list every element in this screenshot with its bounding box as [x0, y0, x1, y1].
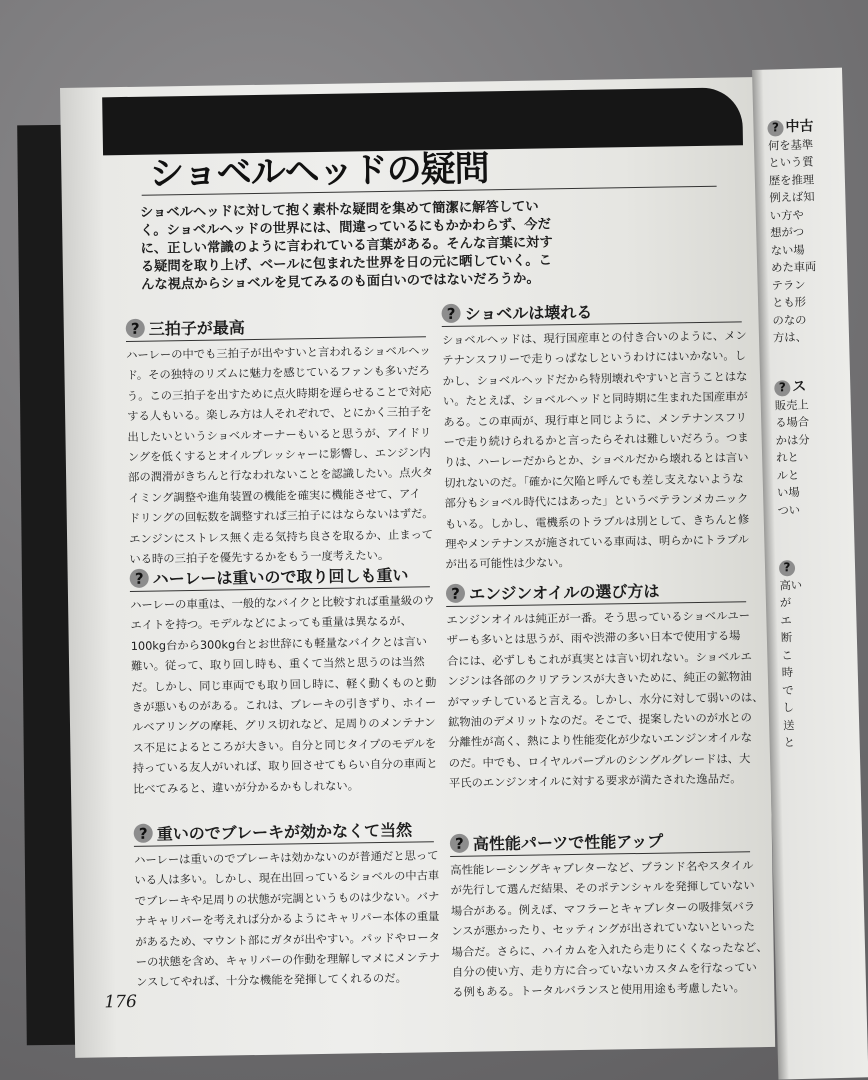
body-line: ルベアリングの摩耗、グリス切れなど、足周りのメンテナン — [131, 716, 436, 735]
section-sanbyoshi — [126, 312, 434, 570]
section-title: 高性能パーツで性能アップ — [472, 831, 664, 854]
page-number: 176 — [104, 991, 137, 1013]
question-mark-icon: ? — [450, 834, 469, 853]
section-title: ショベルは壊れる — [464, 302, 593, 324]
body-line: 平氏のエンジンオイルに対する要求が満たされた逸品だ。 — [448, 772, 742, 791]
section-heading — [134, 817, 434, 847]
facing-section-heading — [774, 379, 808, 397]
body-line: エイトを持つ。モデルなどによっても重量は異なるが、 — [130, 614, 412, 633]
body-line: 比べてみると、違いが分かるかもしれない。 — [132, 779, 360, 796]
section-title: ハーレーは重いので取り回しも重い — [152, 565, 409, 589]
body-line: いる時の三拍子を優先するかをもう一度考えたい。 — [129, 548, 390, 567]
body-line: ンジンは各部のクリアランスが大きいために、純正の鉱物油 — [447, 670, 752, 689]
intro-line: ショベルヘッドに対して抱く素朴な疑問を集めて簡潔に解答してい — [139, 199, 539, 221]
facing-body-line: 販売上 — [774, 398, 809, 413]
section-heading — [446, 577, 746, 607]
body-line: ハーレーの中でも三拍子が出やすいと言われるショベルヘッ — [126, 344, 431, 362]
body-line: のだ。中でも、ロイヤルパープルのシングルグレードは、大 — [448, 752, 751, 770]
body-line: ザーも多いとは思うが、雨や渋滞の多い日本で使用する場 — [446, 629, 741, 648]
page-title: ショベルヘッドの疑問 — [149, 149, 489, 195]
question-mark-icon: ? — [446, 584, 465, 603]
section-title: エンジンオイルの選び方は — [468, 581, 660, 604]
facing-body-line: という質 — [768, 155, 814, 170]
facing-body-line: い場 — [776, 485, 800, 500]
body-line: 合には、必ずしもこれが真実とは言い切れない。ショベルエ — [446, 650, 752, 668]
body-line: 理やメンテナンスが施されている車両は、明らかにトラブル — [445, 533, 749, 552]
body-line: もいる。しかし、電機系のトラブルは別として、きちんと修 — [444, 512, 750, 531]
facing-body-line: 方は、 — [772, 330, 808, 345]
intro-line: に、正しい常識のように言われている言葉がある。そんな言葉に対す — [140, 235, 553, 257]
section-body — [441, 326, 750, 576]
facing-body-line: 何を基準 — [767, 137, 814, 153]
facing-body-line: のなの — [772, 313, 807, 328]
body-line: ハーレーは重いのでブレーキは効かないのが普通だと思って — [134, 849, 439, 867]
body-line: がマッチしていると言える。しかし、水分に対して弱いのは、 — [447, 690, 764, 709]
question-mark-icon: ? — [774, 380, 790, 396]
body-line: かし、ショベルヘッドだから特別壊れやすいと言うことはな — [442, 370, 748, 388]
facing-body-line: で — [782, 683, 794, 697]
section-heading — [450, 827, 750, 857]
body-line: だ。しかし、同じ車両でも取り回し時に、軽く動くものと動 — [131, 675, 437, 694]
body-line: きが悪いものがある。これは、ブレーキの引きずり、ホイー — [131, 696, 437, 714]
body-line: 部の潤滑がきちんと行なわれないことを認識したい。点火タ — [128, 466, 434, 485]
body-line: 難い。従って、取り回し時も、重くて当然と思うのは当然 — [130, 655, 425, 674]
question-mark-icon: ? — [134, 824, 153, 843]
facing-body-line: れと — [775, 450, 799, 465]
body-line: ハーレーの車重は、一般的なバイクと比較すれば重量級のウ — [130, 594, 435, 612]
body-line: りは、ハーレーだからとか、ショベルだから壊れるとは言い — [443, 451, 749, 470]
facing-body-line: とも形 — [771, 295, 807, 310]
facing-body-line: つい — [777, 503, 801, 517]
question-mark-icon: ? — [126, 319, 145, 338]
section-body — [446, 606, 764, 794]
body-line: う。この三拍子を出すために点火時期を遅らせることで対応 — [126, 385, 432, 403]
body-line: い。たとえば、ショベルヘッドと同時期に生まれた国産車が — [442, 390, 748, 409]
intro-line: んな視点からショベルを見てみるのも面白いのではないだろうか。 — [140, 271, 540, 293]
intro-line: く。ショベルヘッドの世界には、間違っているにもかかわらず、今だ — [140, 217, 551, 239]
facing-body-line: 送 — [782, 718, 795, 732]
body-line: ナキャリパーを考えれば分かるようにキャリパー本体の重量 — [135, 910, 440, 929]
facing-body-line: と — [783, 736, 796, 750]
facing-body-line: る場合 — [775, 415, 810, 430]
section-shovel-breaks — [441, 297, 750, 576]
intro-paragraph — [140, 195, 731, 294]
book-page-left — [60, 77, 775, 1058]
facing-body-line: こ — [781, 648, 793, 662]
facing-body-line: い方や — [769, 208, 804, 223]
body-line: 100kg台から300kg台とお世辞にも軽量なバイクとは言い — [130, 635, 428, 653]
body-line: が先行して選んだ結果、そのポテンシャルを発揮していない — [450, 879, 755, 898]
body-line: ショベルヘッドは、現行国産車との付き合いのように、メン — [441, 329, 747, 348]
body-line: イミング調整や進角装置の機能を確実に機能させて、アイ — [128, 487, 421, 505]
body-line: 分離性が高く、熱により性能変化が少ないエンジンオイルな — [448, 731, 753, 750]
facing-body-line: が — [779, 596, 792, 610]
body-line: ングを低くするとオイルプレッシャーに影響し、エンジン内 — [127, 446, 431, 465]
section-body — [126, 341, 434, 570]
facing-body-line: ない場 — [770, 243, 805, 258]
body-line: が出る可能性は少ない。 — [445, 556, 570, 572]
body-line: 持っている友人がいれば、取り回させてもらい自分の車両と — [132, 757, 438, 776]
section-body — [130, 591, 438, 800]
question-mark-icon: ? — [767, 120, 783, 136]
question-mark-icon: ? — [130, 569, 149, 588]
facing-body-line: ルと — [776, 468, 800, 482]
facing-body-line: し — [782, 701, 795, 715]
body-line: ある。この車両が、現行車と同じように、メンテナンスフリ — [443, 410, 748, 429]
facing-body-line: テラン — [771, 278, 806, 293]
question-mark-icon: ? — [441, 304, 460, 323]
facing-body-line: かは分 — [775, 433, 810, 448]
body-line: 部分もショベル時代にはあった」というベテランメカニック — [444, 492, 749, 511]
intro-line: る疑問を取り上げ、ベールに包まれた世界を日の元に晒していく。こ — [140, 253, 553, 275]
body-line: ドリングの回転数を調整すれば三拍子にはならないはずだ。 — [128, 507, 434, 526]
section-brakes — [134, 817, 441, 994]
facing-section-heading — [779, 559, 802, 577]
section-body — [450, 856, 768, 1004]
body-line: エンジンにストレス無く走る気持ち良さを取るか、止まって — [128, 527, 434, 546]
section-title: 三拍子が最高 — [148, 318, 245, 339]
body-line: でブレーキや足周りの状態が完調というものは少ない。バナ — [134, 889, 440, 908]
section-engine-oil — [446, 577, 764, 794]
body-line: ーの状態を含め、キャリパーの作動を理解しマメにメンテナ — [135, 951, 441, 969]
facing-body-line: 時 — [781, 666, 794, 680]
facing-body-line: 断 — [780, 631, 793, 645]
facing-section — [779, 559, 807, 752]
section-heavy-handling — [130, 562, 438, 800]
facing-section — [767, 118, 819, 347]
body-line: 出したいというショベルオーナーもいると思うが、アイドリ — [127, 425, 432, 444]
body-line: する人もいる。楽しみ方は人それぞれで、とにかく三拍子を — [127, 405, 433, 424]
section-body — [134, 846, 441, 994]
question-mark-icon: ? — [779, 560, 795, 576]
body-line: 場合だ。さらに、ハイカムを入れたら走りにくくなったなど、 — [451, 940, 768, 959]
body-line: 高性能レーシングキャブレターなど、ブランド名やスタイル — [450, 859, 754, 877]
body-line: いる人は多い。しかし、現在出回っているショベルの中古車 — [134, 869, 440, 888]
facing-section-title: 中古 — [785, 118, 814, 136]
section-title: 重いのでブレーキが効かなくて当然 — [156, 820, 413, 844]
body-line: 鉱物油のデメリットなのだ。そこで、提案したいのが水との — [447, 711, 752, 730]
section-heading — [130, 562, 430, 592]
body-line: 場合がある。例えば、マフラーとキャブレターの吸排気バラ — [450, 899, 756, 918]
facing-body-line: 歴を推理 — [768, 172, 815, 188]
facing-section-title: ス — [792, 378, 807, 396]
section-heading — [441, 297, 741, 327]
body-line: ンスが悪かったり、セッティングが出されていないといった — [451, 920, 755, 939]
section-performance-parts — [450, 827, 768, 1004]
body-line: る例もある。トータルバランスと使用用途も考慮したい。 — [452, 981, 745, 1000]
body-line: ド。その独特のリズムに魅力を感じているファンも多いだろ — [126, 364, 431, 383]
facing-body-line: 例えば知 — [769, 190, 815, 205]
facing-body-line: エ — [780, 613, 792, 627]
body-line: ーで走り続けられるかと言ったらそれは難しいだろう。つま — [443, 431, 749, 450]
body-line: 自分の使い方、走り方に合っていないカスタムを行なってい — [451, 961, 758, 979]
section-heading — [126, 312, 426, 342]
facing-section — [774, 379, 812, 520]
facing-body-line: 高い — [779, 578, 803, 592]
body-line: ス不足によるところが大きい。自分と同じタイプのモデルを — [132, 737, 437, 755]
facing-body-line: めた車両 — [771, 260, 817, 275]
facing-body-line: 想がつ — [770, 225, 805, 240]
body-line: テナンスフリーで走りっぱなしというわけにはいかない。し — [442, 349, 747, 368]
body-line: エンジンオイルは純正が一番。そう思っているショベルユー — [446, 609, 751, 627]
body-line: 切れないのだ。「確かに欠陥と呼んでも差し支えないような — [444, 472, 744, 490]
facing-section-heading — [767, 118, 813, 137]
body-line: ンスしてやれば、十分な機能を発揮してくれるのだ。 — [135, 972, 407, 990]
body-line: があるため、マウント部にガタが出やすい。パッドやロータ — [135, 930, 441, 949]
